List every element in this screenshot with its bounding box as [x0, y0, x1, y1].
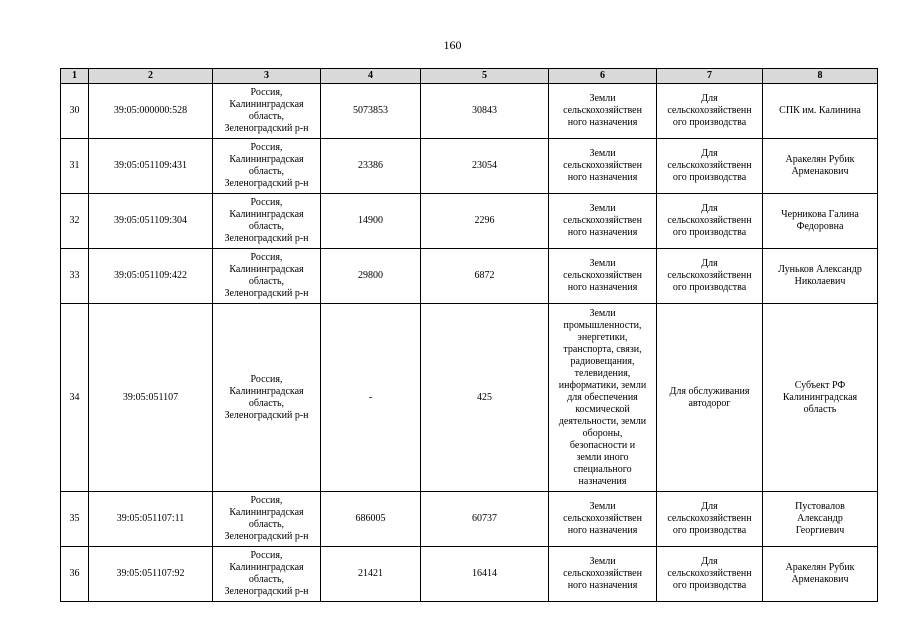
land-category-cell: Земли сельскохозяйствен ного назначения: [549, 547, 657, 602]
row-number: 34: [61, 304, 89, 492]
col5-cell: 2296: [421, 194, 549, 249]
col4-cell: -: [321, 304, 421, 492]
col5-cell: 60737: [421, 492, 549, 547]
location-cell: Россия, Калининградская область, Зеленоградский р-н: [213, 84, 321, 139]
owner-cell: СПК им. Калинина: [763, 84, 878, 139]
row-number: 36: [61, 547, 89, 602]
col4-cell: 5073853: [321, 84, 421, 139]
permitted-use-cell: Для сельскохозяйственн ого производства: [657, 139, 763, 194]
land-parcels-table: [60, 68, 878, 602]
col5-cell: 425: [421, 304, 549, 492]
cadastral-number: 39:05:051107: [89, 304, 213, 492]
row-number: 31: [61, 139, 89, 194]
permitted-use-cell: Для сельскохозяйственн ого производства: [657, 194, 763, 249]
row-number: 30: [61, 84, 89, 139]
col4-cell: 29800: [321, 249, 421, 304]
table-row: [61, 492, 878, 547]
location-cell: Россия, Калининградская область, Зеленоградский р-н: [213, 249, 321, 304]
permitted-use-cell: Для сельскохозяйственн ого производства: [657, 249, 763, 304]
col4-cell: 23386: [321, 139, 421, 194]
row-number: 33: [61, 249, 89, 304]
owner-cell: Аракелян Рубик Арменакович: [763, 547, 878, 602]
row-number: 35: [61, 492, 89, 547]
location-cell: Россия, Калининградская область, Зеленоградский р-н: [213, 492, 321, 547]
land-category-cell: Земли сельскохозяйствен ного назначения: [549, 84, 657, 139]
column-header: 5: [421, 69, 549, 84]
col4-cell: 21421: [321, 547, 421, 602]
cadastral-number: 39:05:051109:304: [89, 194, 213, 249]
column-header: 4: [321, 69, 421, 84]
table-row: [61, 547, 878, 602]
table-row: [61, 139, 878, 194]
location-cell: Россия, Калининградская область, Зеленоградский р-н: [213, 194, 321, 249]
land-category-cell: Земли сельскохозяйствен ного назначения: [549, 249, 657, 304]
column-header: 3: [213, 69, 321, 84]
page-number: 160: [443, 38, 462, 52]
col5-cell: 6872: [421, 249, 549, 304]
permitted-use-cell: Для сельскохозяйственн ого производства: [657, 84, 763, 139]
cadastral-number: 39:05:051109:422: [89, 249, 213, 304]
owner-cell: Субъект РФ Калининградская область: [763, 304, 878, 492]
cadastral-number: 39:05:051109:431: [89, 139, 213, 194]
column-header: 8: [763, 69, 878, 84]
owner-cell: Аракелян Рубик Арменакович: [763, 139, 878, 194]
column-header: 7: [657, 69, 763, 84]
owner-cell: Луньков Александр Николаевич: [763, 249, 878, 304]
permitted-use-cell: Для сельскохозяйственн ого производства: [657, 492, 763, 547]
table-row: [61, 249, 878, 304]
land-category-cell: Земли сельскохозяйствен ного назначения: [549, 139, 657, 194]
col5-cell: 30843: [421, 84, 549, 139]
header-row: [61, 69, 878, 84]
location-cell: Россия, Калининградская область, Зеленоградский р-н: [213, 304, 321, 492]
column-header: 6: [549, 69, 657, 84]
land-category-cell: Земли сельскохозяйствен ного назначения: [549, 492, 657, 547]
column-header: 1: [61, 69, 89, 84]
row-number: 32: [61, 194, 89, 249]
permitted-use-cell: Для обслуживания автодорог: [657, 304, 763, 492]
table-row: [61, 84, 878, 139]
col4-cell: 14900: [321, 194, 421, 249]
permitted-use-cell: Для сельскохозяйственн ого производства: [657, 547, 763, 602]
col5-cell: 23054: [421, 139, 549, 194]
table-row: [61, 194, 878, 249]
table-row: [61, 304, 878, 492]
column-header: 2: [89, 69, 213, 84]
col4-cell: 686005: [321, 492, 421, 547]
land-category-cell: Земли сельскохозяйствен ного назначения: [549, 194, 657, 249]
cadastral-number: 39:05:051107:92: [89, 547, 213, 602]
location-cell: Россия, Калининградская область, Зеленоградский р-н: [213, 139, 321, 194]
location-cell: Россия, Калининградская область, Зеленоградский р-н: [213, 547, 321, 602]
cadastral-number: 39:05:051107:11: [89, 492, 213, 547]
land-category-cell: Земли промышленности, энергетики, транспорта, связи, радиовещания, телевидения, информатики, земли для обеспечения космической деятельности, земли обороны, безопасности и земли иного специального назначения: [549, 304, 657, 492]
owner-cell: Черникова Галина Федоровна: [763, 194, 878, 249]
col5-cell: 16414: [421, 547, 549, 602]
owner-cell: Пустовалов Александр Георгиевич: [763, 492, 878, 547]
cadastral-number: 39:05:000000:528: [89, 84, 213, 139]
